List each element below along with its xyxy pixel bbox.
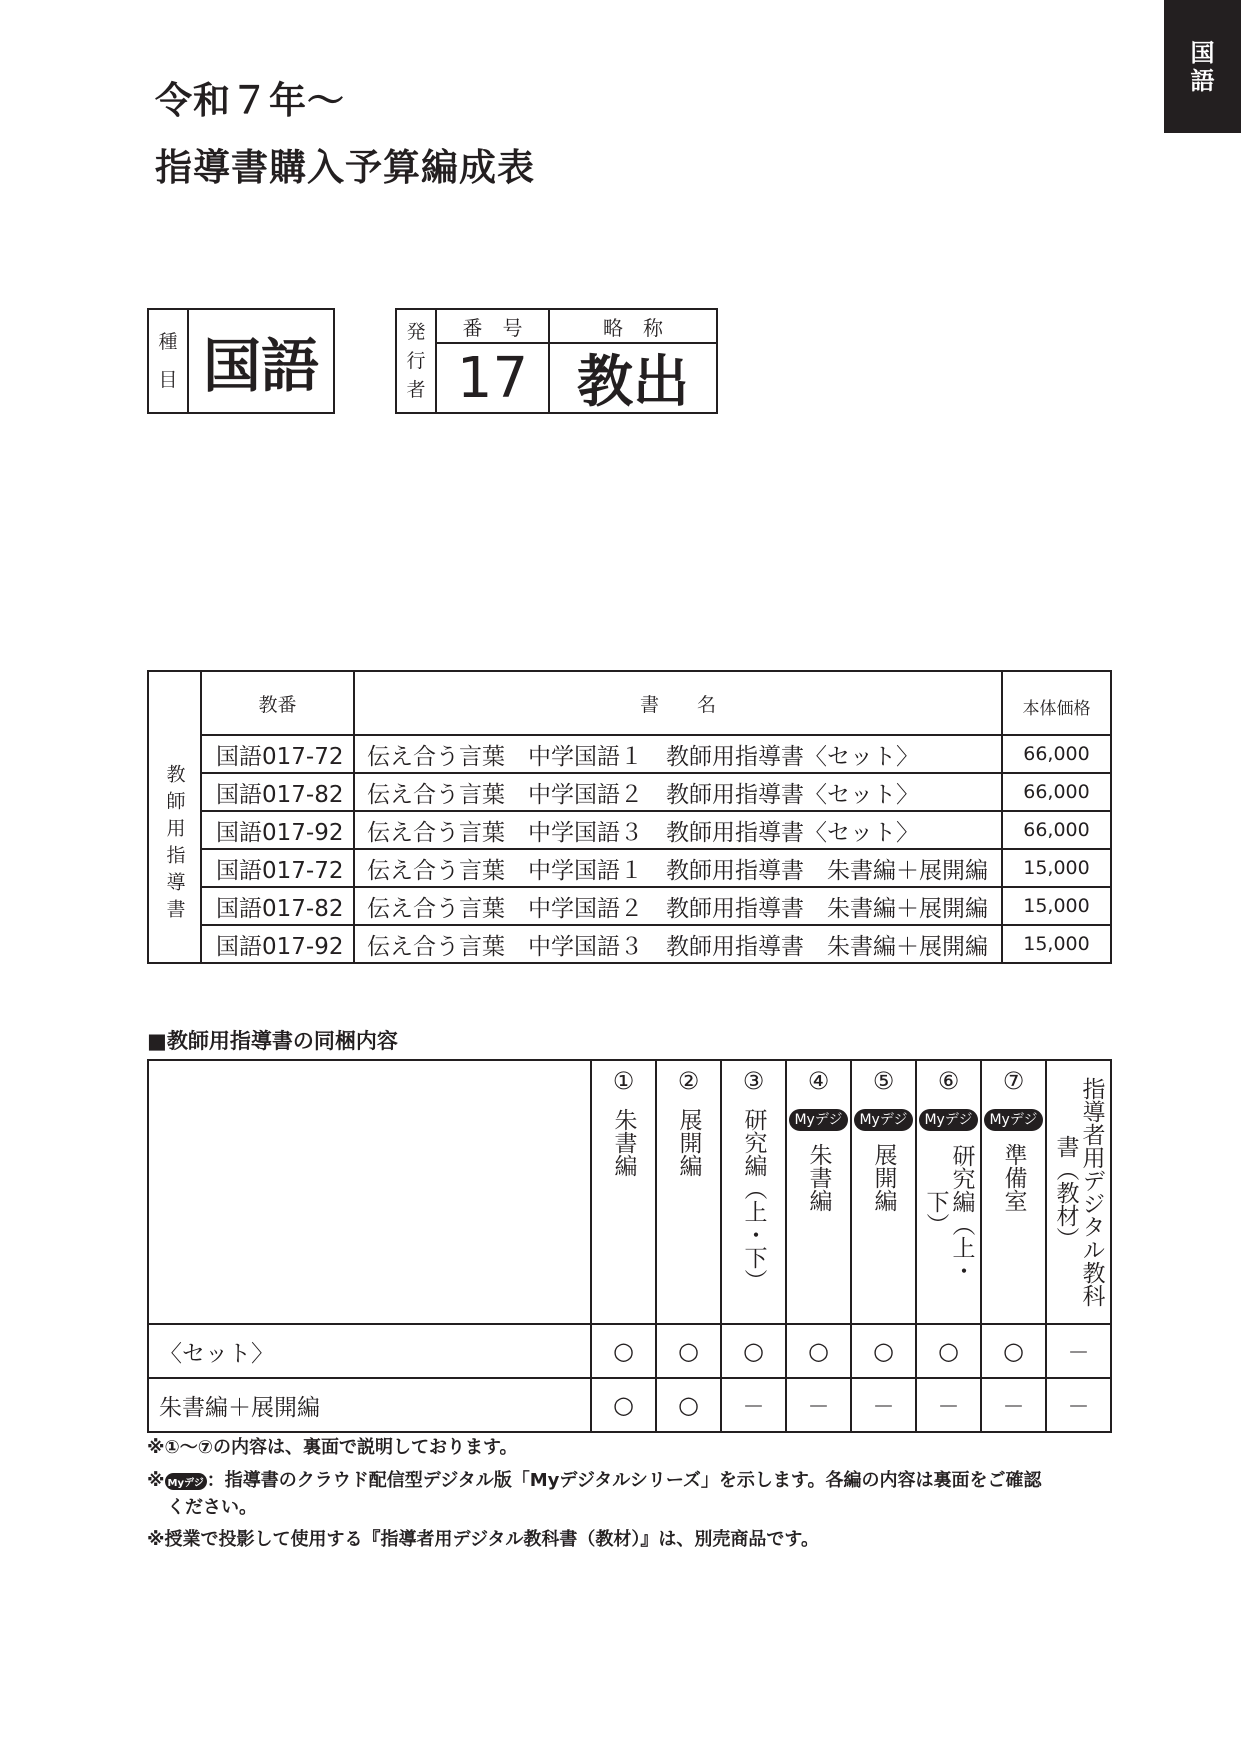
table-row bbox=[148, 1378, 1111, 1432]
mark-cell: － bbox=[1046, 1378, 1111, 1432]
title-line1: 令和７年～ bbox=[155, 79, 345, 122]
table-row bbox=[148, 1324, 1111, 1378]
mark-cell: － bbox=[981, 1378, 1046, 1432]
book-price: 15,000 bbox=[1002, 925, 1111, 963]
book-title: 伝え合う言葉 中学国語１ 教師用指導書 朱書編＋展開編 bbox=[354, 849, 1002, 887]
title-line2: 指導書購入予算編成表 bbox=[155, 146, 535, 189]
subject-tab bbox=[1164, 0, 1241, 133]
book-code: 国語017-92 bbox=[201, 811, 354, 849]
subject-label-char: 目 bbox=[158, 369, 178, 391]
col-num: ④ bbox=[786, 1060, 851, 1102]
mark-cell: ○ bbox=[786, 1324, 851, 1378]
col-num: ⑥ bbox=[916, 1060, 981, 1102]
subject-value: 国語 bbox=[202, 332, 319, 400]
book-title: 伝え合う言葉 中学国語１ 教師用指導書〈セット〉 bbox=[354, 735, 1002, 773]
note-2-continued: ください。 bbox=[167, 1497, 257, 1518]
mydeji-badge: Myデジ bbox=[919, 1109, 977, 1131]
contents-corner-cell bbox=[148, 1060, 591, 1324]
mark-cell: ○ bbox=[851, 1324, 916, 1378]
row-label: 朱書編＋展開編 bbox=[148, 1378, 591, 1432]
col-label-cell bbox=[916, 1102, 981, 1324]
book-title: 伝え合う言葉 中学国語２ 教師用指導書〈セット〉 bbox=[354, 773, 1002, 811]
mark-cell: － bbox=[786, 1378, 851, 1432]
book-title: 伝え合う言葉 中学国語３ 教師用指導書〈セット〉 bbox=[354, 811, 1002, 849]
mark-cell: ○ bbox=[981, 1324, 1046, 1378]
note-2-prefix: ※ bbox=[147, 1470, 165, 1491]
mark-cell: － bbox=[721, 1378, 786, 1432]
tab-char: 語 bbox=[1190, 66, 1215, 95]
row-label: 〈セット〉 bbox=[148, 1324, 591, 1378]
table-row bbox=[148, 925, 1111, 963]
mark-cell: ○ bbox=[591, 1324, 656, 1378]
col-label-cell bbox=[786, 1102, 851, 1324]
mydeji-badge: Myデジ bbox=[789, 1109, 847, 1131]
subject-label-char: 種 bbox=[158, 331, 178, 353]
number-header: 番 号 bbox=[437, 310, 550, 344]
col-label-cell bbox=[851, 1102, 916, 1324]
abbr-header: 略 称 bbox=[550, 310, 716, 344]
book-code: 国語017-82 bbox=[201, 887, 354, 925]
table-row bbox=[148, 811, 1111, 849]
table-row bbox=[148, 773, 1111, 811]
mark-cell: － bbox=[916, 1378, 981, 1432]
mark-cell: ○ bbox=[916, 1324, 981, 1378]
col-num: ② bbox=[656, 1060, 721, 1102]
publisher-label-char: 者 bbox=[406, 378, 426, 401]
col-label: 展開編 bbox=[675, 1107, 702, 1177]
contents-table bbox=[147, 1059, 1112, 1433]
col-label-cell bbox=[721, 1102, 786, 1324]
publisher-label-char: 行 bbox=[406, 349, 426, 372]
col-label: 朱書編 bbox=[805, 1142, 832, 1212]
publisher-abbr: 教出 bbox=[577, 350, 689, 415]
col-num: ① bbox=[591, 1060, 656, 1102]
note-2 bbox=[147, 1466, 1041, 1492]
mydeji-badge: Myデジ bbox=[854, 1109, 912, 1131]
col-label: 朱書編 bbox=[610, 1107, 637, 1177]
publisher-number: 17 bbox=[437, 344, 550, 412]
col-num: ③ bbox=[721, 1060, 786, 1102]
digital-textbook-label: 指導者用デジタル教科書（教材） bbox=[1052, 1077, 1105, 1307]
side-label: 教師用指導書 bbox=[163, 763, 186, 926]
book-code: 国語017-92 bbox=[201, 925, 354, 963]
col-header-code: 教番 bbox=[201, 671, 354, 735]
tab-char: 国 bbox=[1190, 38, 1215, 67]
book-title: 伝え合う言葉 中学国語３ 教師用指導書 朱書編＋展開編 bbox=[354, 925, 1002, 963]
book-table bbox=[147, 670, 1112, 964]
mark-cell: － bbox=[1046, 1324, 1111, 1378]
col-label-cell bbox=[656, 1102, 721, 1324]
digital-textbook-header bbox=[1046, 1060, 1111, 1324]
col-label-cell bbox=[591, 1102, 656, 1324]
contents-heading: ■教師用指導書の同梱内容 bbox=[147, 1029, 398, 1053]
book-price: 66,000 bbox=[1002, 735, 1111, 773]
col-label: 研究編（上・下） bbox=[740, 1107, 767, 1292]
book-code: 国語017-72 bbox=[201, 849, 354, 887]
col-label: 準備室 bbox=[1000, 1142, 1027, 1212]
col-header-price: 本体価格 bbox=[1002, 671, 1111, 735]
publisher-label-char: 発 bbox=[406, 320, 426, 343]
col-num: ⑦ bbox=[981, 1060, 1046, 1102]
mark-cell: ○ bbox=[656, 1324, 721, 1378]
col-num: ⑤ bbox=[851, 1060, 916, 1102]
table-row bbox=[148, 849, 1111, 887]
publisher-box bbox=[395, 308, 718, 414]
mark-cell: ○ bbox=[656, 1378, 721, 1432]
col-label: 展開編 bbox=[870, 1142, 897, 1212]
book-table-side-cell bbox=[148, 671, 201, 963]
note-1: ※①～⑦の内容は、裏面で説明しております。 bbox=[147, 1437, 518, 1458]
note-2-text: ：指導書のクラウド配信型デジタル版「Myデジタルシリーズ」を示します。各編の内容は裏面をご確認 bbox=[206, 1470, 1042, 1491]
mark-cell: ○ bbox=[721, 1324, 786, 1378]
col-header-title: 書 名 bbox=[354, 671, 1002, 735]
mydeji-badge: Myデジ bbox=[165, 1473, 207, 1490]
table-row bbox=[148, 887, 1111, 925]
note-3: ※授業で投影して使用する『指導者用デジタル教科書（教材）』は、別売商品です。 bbox=[147, 1529, 819, 1550]
book-price: 66,000 bbox=[1002, 773, 1111, 811]
mark-cell: ○ bbox=[591, 1378, 656, 1432]
book-price: 15,000 bbox=[1002, 849, 1111, 887]
mark-cell: － bbox=[851, 1378, 916, 1432]
col-label: 研究編（上・下） bbox=[922, 1143, 975, 1282]
book-code: 国語017-72 bbox=[201, 735, 354, 773]
subject-box bbox=[147, 308, 335, 414]
book-price: 15,000 bbox=[1002, 887, 1111, 925]
book-title: 伝え合う言葉 中学国語２ 教師用指導書 朱書編＋展開編 bbox=[354, 887, 1002, 925]
book-price: 66,000 bbox=[1002, 811, 1111, 849]
table-row bbox=[148, 735, 1111, 773]
col-label-cell bbox=[981, 1102, 1046, 1324]
book-code: 国語017-82 bbox=[201, 773, 354, 811]
mydeji-badge: Myデジ bbox=[984, 1109, 1042, 1131]
